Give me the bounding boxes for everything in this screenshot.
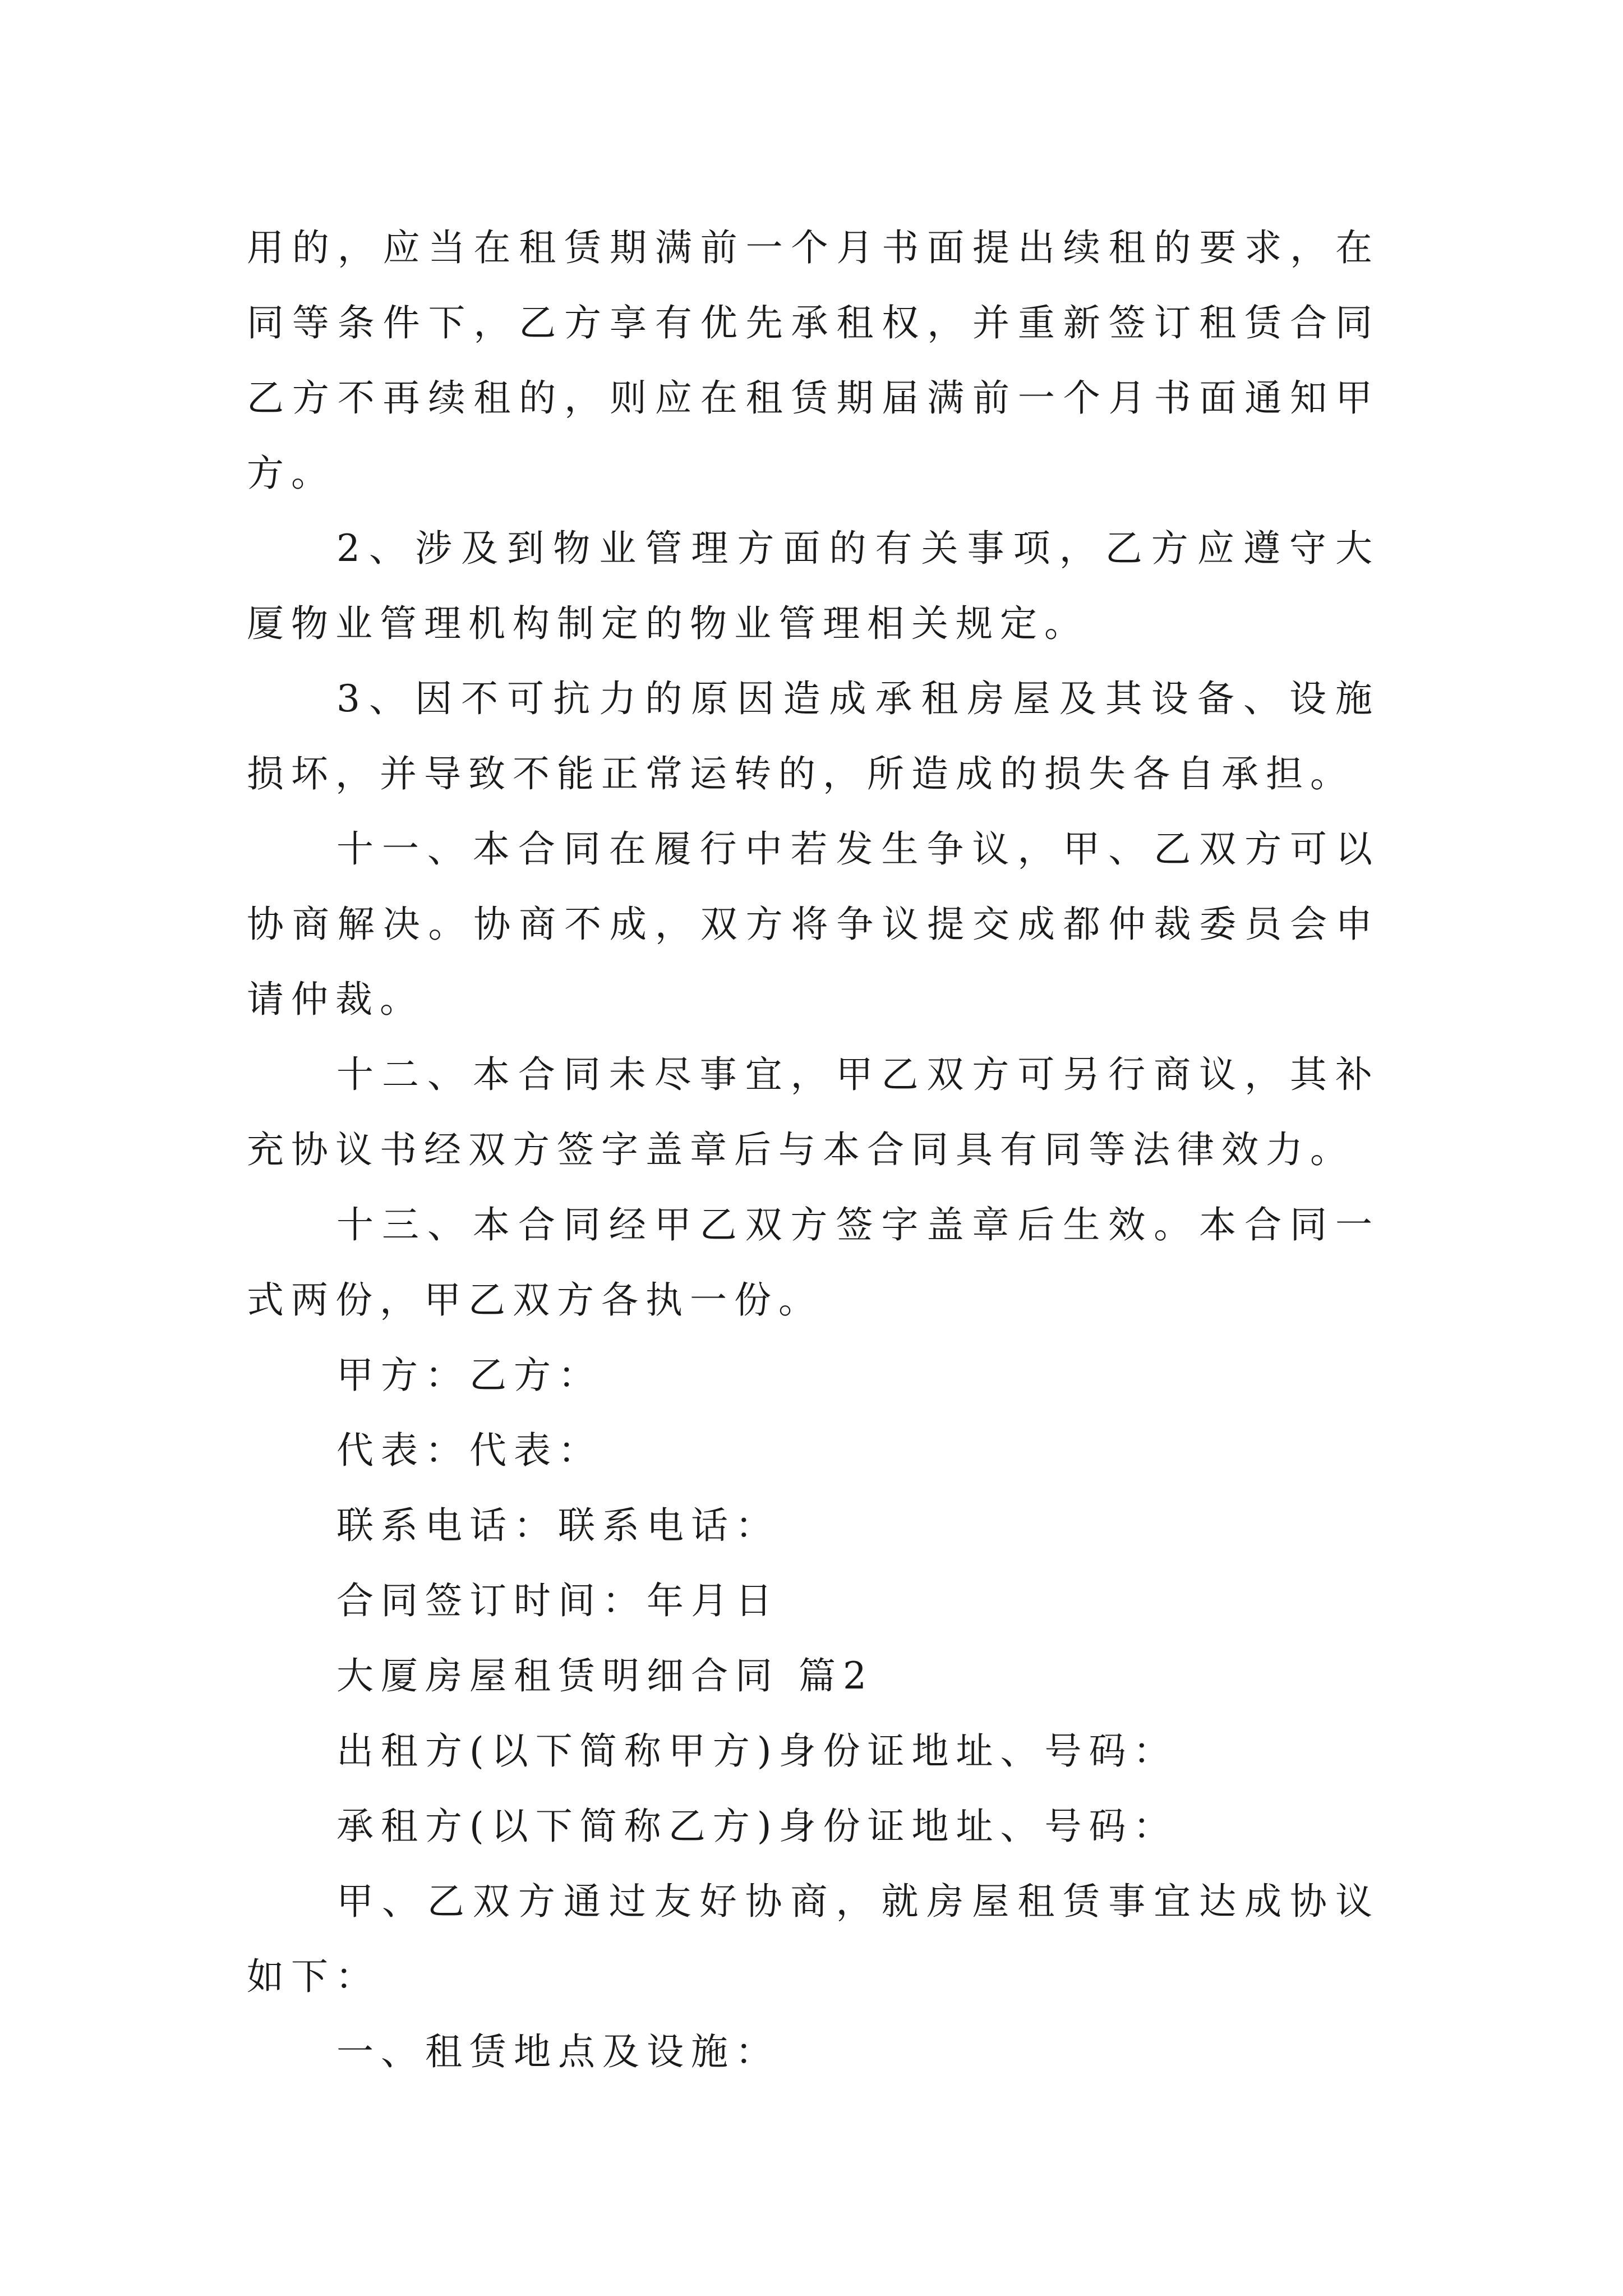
signature-parties-line: 甲方：乙方：	[336, 1354, 602, 1397]
paragraph-clause-thirteen: 十三、本合同经甲乙双方签字盖章后生效。本合同一式两份，甲乙双方各执一份。	[247, 1203, 1380, 1322]
document-body	[247, 210, 1380, 2090]
paragraph-property-management: 2、涉及到物业管理方面的有关事项，乙方应遵守大厦物业管理机构制定的物业管理相关规定。	[247, 527, 1380, 645]
section-title-contract-2: 大厦房屋租赁明细合同 篇2	[336, 1654, 874, 1697]
paragraph-force-majeure: 3、因不可抗力的原因造成承租房屋及其设备、设施损坏，并导致不能正常运转的，所造成的损失各自承担。	[247, 677, 1380, 795]
paragraph-clause-eleven: 十一、本合同在履行中若发生争议，甲、乙双方可以协商解决。协商不成，双方将争议提交成都仲裁委员会申请仲裁。	[247, 827, 1380, 1021]
clause-one-heading: 一、租赁地点及设施：	[336, 2030, 780, 2073]
signature-representatives-line: 代表：代表：	[336, 1429, 602, 1472]
paragraph-clause-twelve: 十二、本合同未尽事宜，甲乙双方可另行商议，其补充协议书经双方签字盖章后与本合同具有同等法律效力。	[247, 1053, 1380, 1171]
signing-date-line: 合同签订时间：年月日	[336, 1579, 780, 1622]
lessee-id-line: 承租方(以下简称乙方)身份证地址、号码：	[336, 1805, 1178, 1848]
paragraph-agreement-intro: 甲、乙双方通过友好协商，就房屋租赁事宜达成协议如下：	[247, 1880, 1380, 1998]
lessor-id-line: 出租方(以下简称甲方)身份证地址、号码：	[336, 1729, 1178, 1773]
signature-phone-line: 联系电话：联系电话：	[336, 1504, 780, 1547]
paragraph-renewal-terms: 用的，应当在租赁期满前一个月书面提出续租的要求，在同等条件下，乙方享有优先承租权，并重新签订租赁合同乙方不再续租的，则应在租赁期届满前一个月书面通知甲方。	[247, 226, 1380, 495]
